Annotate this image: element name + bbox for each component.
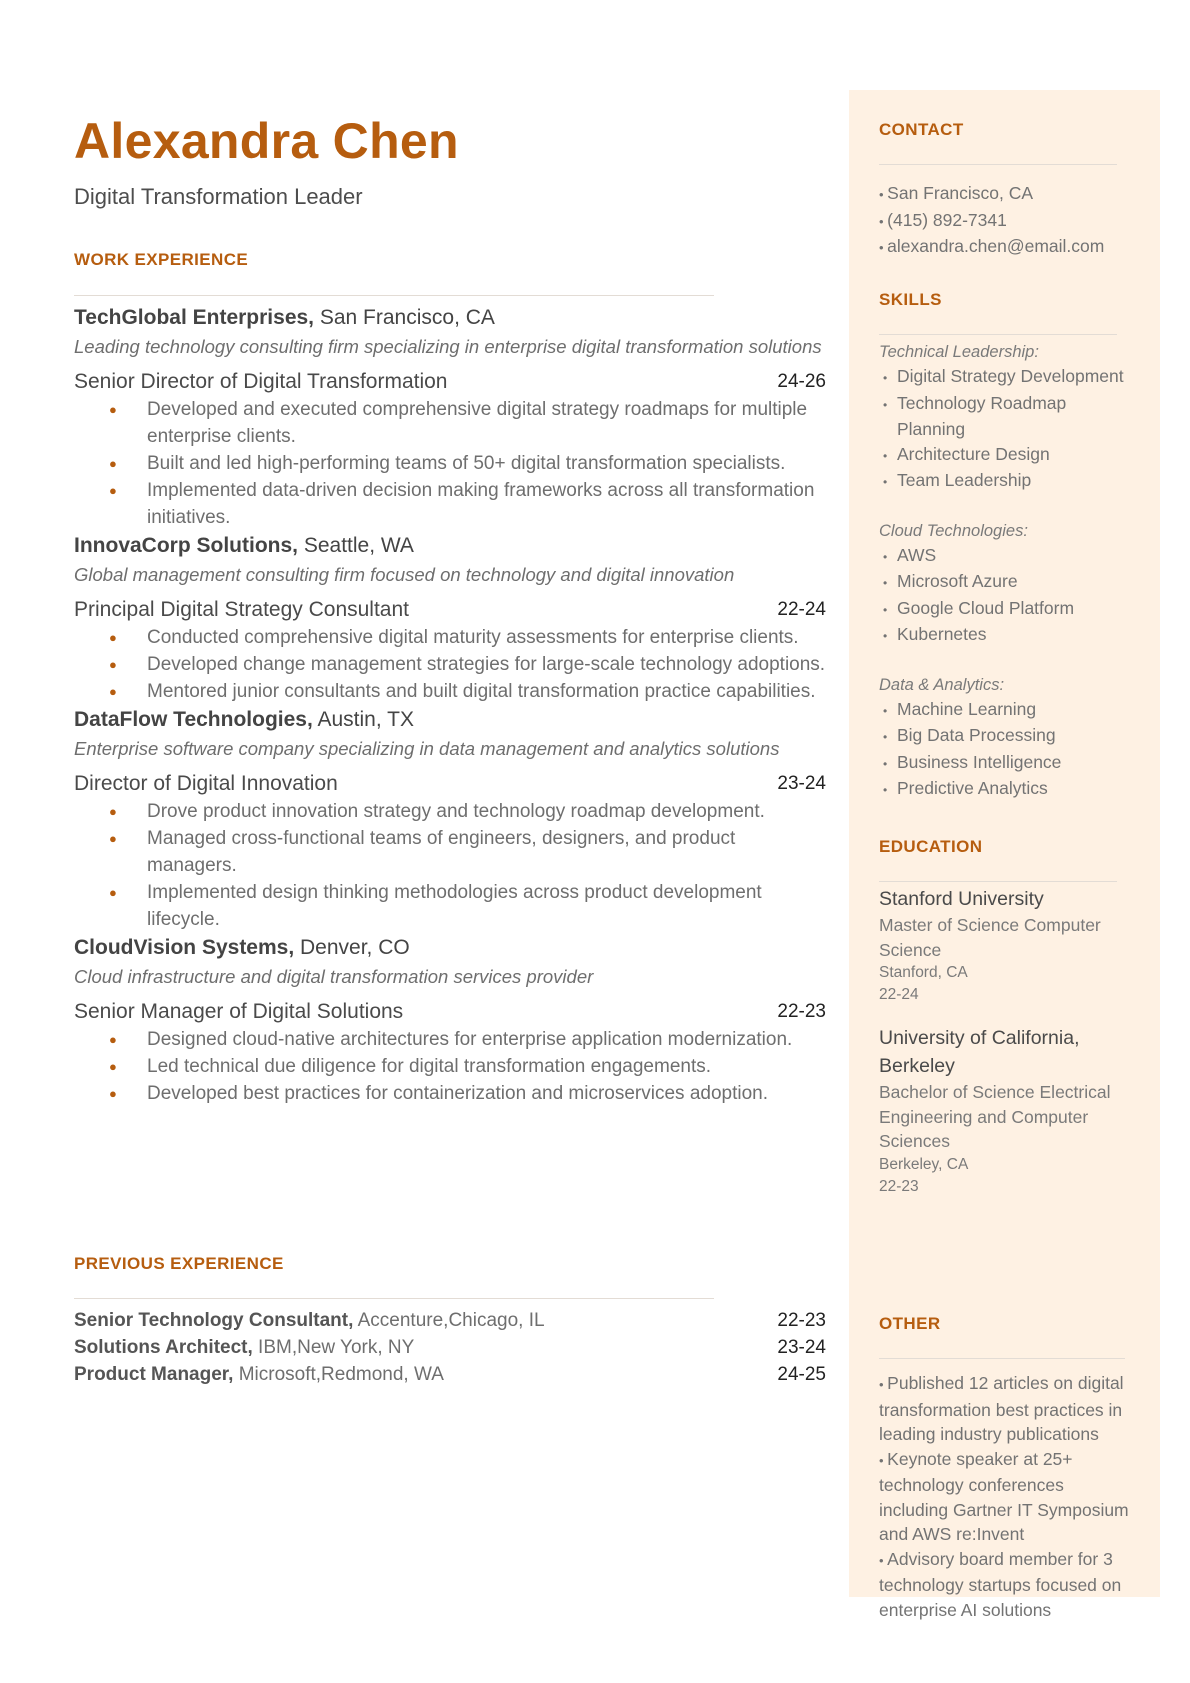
company-location: Denver, CO <box>300 936 410 959</box>
company-description: Cloud infrastructure and digital transformation services provider <box>74 966 594 987</box>
role-title: Director of Digital Innovation <box>74 772 338 795</box>
skills-groups <box>879 340 1133 803</box>
role-title: Senior Director of Digital Transformation <box>74 370 448 393</box>
company-name: CloudVision Systems, <box>74 936 295 959</box>
achievement-item: ● Developed and executed comprehensive digital strategy roadmaps for multiple enterprise clients. <box>147 396 826 450</box>
company-name: DataFlow Technologies, <box>74 708 313 731</box>
skill-item: • AWS <box>879 543 1133 570</box>
achievement-item: ● Implemented data-driven decision making frameworks across all transformation initiatives. <box>147 477 826 531</box>
section-divider <box>74 1298 714 1299</box>
company-line <box>74 303 826 332</box>
company-description: Global management consulting firm focused on technology and digital innovation <box>74 564 735 585</box>
previous-experience-list <box>74 1307 826 1388</box>
school-name: Stanford University <box>879 888 1044 910</box>
skill-item: • Microsoft Azure <box>879 569 1133 596</box>
previous-role-row <box>74 1361 826 1388</box>
sidebar <box>849 90 1160 1620</box>
previous-role-dates: 23-24 <box>777 1337 826 1358</box>
other-heading: OTHER <box>879 1314 941 1333</box>
job-entry <box>74 705 826 933</box>
other-item: • Advisory board member for 3 technology startups focused on enterprise AI solutions <box>879 1547 1129 1623</box>
contact-phone: • (415) 892-7341 <box>879 208 1133 235</box>
skill-category: Technical Leadership: <box>879 343 1039 361</box>
achievement-item: ● Mentored junior consultants and built digital transformation practice capabilities. <box>147 678 826 705</box>
job-entry <box>74 531 826 705</box>
company-name: InnovaCorp Solutions, <box>74 534 298 557</box>
skill-item: • Team Leadership <box>879 468 1133 495</box>
contact-location: • San Francisco, CA <box>879 181 1133 208</box>
candidate-title: Digital Transformation Leader <box>74 184 363 209</box>
section-divider <box>879 881 1117 882</box>
previous-role-title: Product Manager, <box>74 1364 234 1385</box>
company-description: Enterprise software company specializing in data management and analytics solutions <box>74 738 780 759</box>
contact-email[interactable]: • alexandra.chen@email.com <box>879 234 1133 261</box>
section-divider <box>879 334 1117 335</box>
previous-role-org: IBM,New York, NY <box>258 1337 415 1358</box>
role-title: Senior Manager of Digital Solutions <box>74 1000 404 1023</box>
school-location: Stanford, CA <box>879 964 968 981</box>
school-location: Berkeley, CA <box>879 1155 969 1173</box>
achievement-item: ● Managed cross-functional teams of engineers, designers, and product managers. <box>147 825 826 879</box>
achievement-list <box>74 624 826 705</box>
skill-list <box>879 364 1133 495</box>
previous-role-org: Microsoft,Redmond, WA <box>238 1364 444 1385</box>
job-list <box>74 303 826 1107</box>
achievement-list <box>74 1026 826 1107</box>
degree: Master of Science Computer Science <box>879 915 1101 960</box>
school-name: University of California, Berkeley <box>879 1027 1080 1077</box>
skill-item: • Technology Roadmap Planning <box>879 391 1119 442</box>
role-dates: 22-23 <box>777 1001 826 1022</box>
candidate-name: Alexandra Chen <box>74 113 459 169</box>
achievement-item: ● Developed best practices for containerization and microservices adoption. <box>147 1080 826 1107</box>
achievement-item: ● Drove product innovation strategy and technology roadmap development. <box>147 798 826 825</box>
previous-role-row <box>74 1334 826 1361</box>
role-title: Principal Digital Strategy Consultant <box>74 598 409 621</box>
role-dates: 22-24 <box>777 599 826 620</box>
achievement-list <box>74 798 826 933</box>
skill-item: • Big Data Processing <box>879 723 1133 750</box>
previous-role-dates: 22-23 <box>777 1310 826 1331</box>
contact-heading: CONTACT <box>879 120 964 139</box>
company-description: Leading technology consulting firm specializing in enterprise digital transformation solutions <box>74 336 822 357</box>
skill-item: • Predictive Analytics <box>879 776 1133 803</box>
school-dates: 22-23 <box>879 1177 919 1195</box>
role-row <box>74 367 826 396</box>
previous-experience-heading: PREVIOUS EXPERIENCE <box>74 1254 284 1273</box>
role-dates: 23-24 <box>777 773 826 794</box>
section-divider <box>879 1358 1125 1359</box>
education-heading: EDUCATION <box>879 837 983 856</box>
company-line <box>74 705 826 734</box>
other-item: • Keynote speaker at 25+ technology conferences including Gartner IT Symposium and AWS re:Invent <box>879 1447 1129 1547</box>
school-dates: 22-24 <box>879 986 919 1003</box>
achievement-item: ● Built and led high-performing teams of 50+ digital transformation specialists. <box>147 450 826 477</box>
skill-item: • Google Cloud Platform <box>879 596 1133 623</box>
skill-list <box>879 543 1133 649</box>
previous-role-title: Solutions Architect, <box>74 1337 253 1358</box>
section-divider <box>74 295 714 296</box>
role-row <box>74 595 826 624</box>
education-list <box>879 885 1124 1198</box>
skill-category: Data & Analytics: <box>879 675 1005 694</box>
company-line <box>74 933 826 962</box>
company-name: TechGlobal Enterprises, <box>74 306 315 329</box>
company-location: Seattle, WA <box>303 534 414 557</box>
skill-item: • Architecture Design <box>879 442 1133 469</box>
job-entry <box>74 303 826 531</box>
skill-list <box>879 697 1133 803</box>
section-divider <box>879 164 1117 165</box>
achievement-item: ● Developed change management strategies for large-scale technology adoptions. <box>147 651 826 678</box>
other-item: • Published 12 articles on digital transformation best practices in leading industry publications <box>879 1371 1129 1447</box>
role-row <box>74 997 826 1026</box>
other-list <box>879 1371 1129 1622</box>
role-dates: 24-26 <box>777 371 826 392</box>
skills-heading: SKILLS <box>879 290 942 309</box>
previous-role-row <box>74 1307 826 1334</box>
skill-item: • Digital Strategy Development <box>879 364 1133 391</box>
role-row <box>74 769 826 798</box>
company-location: Austin, TX <box>317 708 414 731</box>
skill-item: • Business Intelligence <box>879 750 1133 777</box>
company-location: San Francisco, CA <box>319 306 495 329</box>
previous-role-org: Accenture,Chicago, IL <box>357 1310 545 1331</box>
skill-item: • Kubernetes <box>879 622 1133 649</box>
work-experience-heading: WORK EXPERIENCE <box>74 250 249 269</box>
achievement-item: ● Led technical due diligence for digital transformation engagements. <box>147 1053 826 1080</box>
degree: Bachelor of Science Electrical Engineering and Computer Sciences <box>879 1082 1111 1151</box>
contact-list <box>879 181 1133 261</box>
job-entry <box>74 933 826 1107</box>
previous-role-dates: 24-25 <box>777 1364 826 1385</box>
achievement-item: ● Designed cloud-native architectures for enterprise application modernization. <box>147 1026 826 1053</box>
skill-category: Cloud Technologies: <box>879 521 1028 540</box>
achievement-item: ● Conducted comprehensive digital maturity assessments for enterprise clients. <box>147 624 826 651</box>
achievement-item: ● Implemented design thinking methodologies across product development lifecycle. <box>147 879 826 933</box>
company-line <box>74 531 826 560</box>
skill-item: • Machine Learning <box>879 697 1133 724</box>
achievement-list <box>74 396 826 531</box>
previous-role-title: Senior Technology Consultant, <box>74 1310 354 1331</box>
